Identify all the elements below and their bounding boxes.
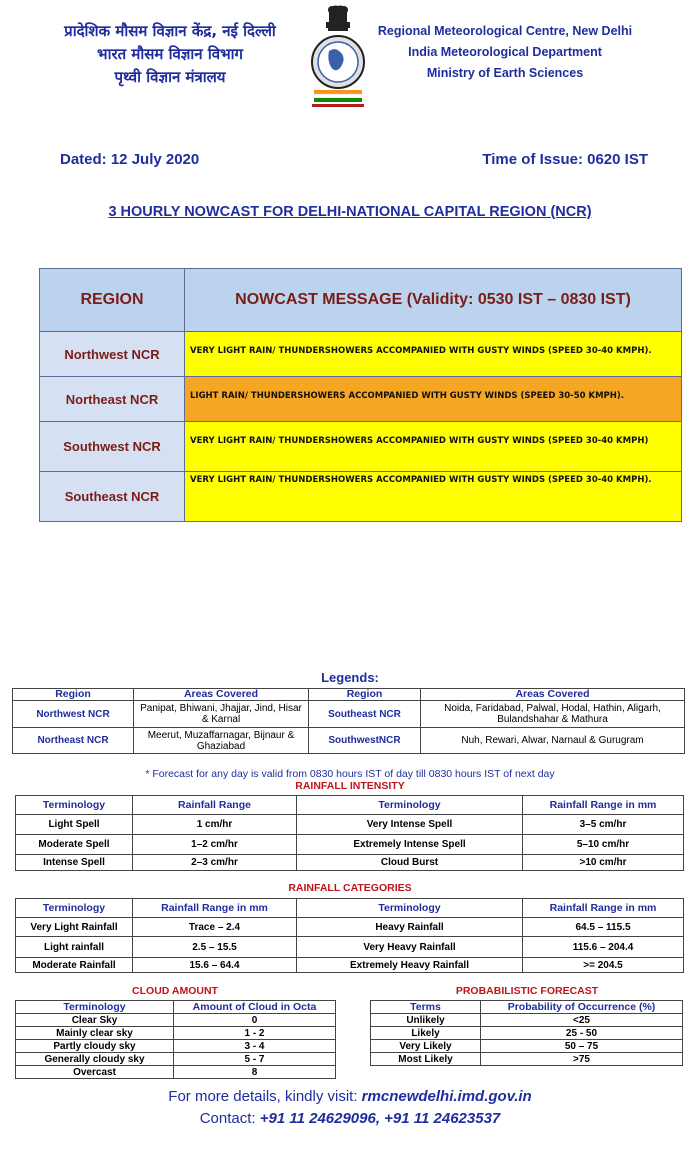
nowcast-message: VERY LIGHT RAIN/ THUNDERSHOWERS ACCOMPANIED WITH GUSTY WINDS (SPEED 30-40 KMPH). bbox=[185, 472, 682, 522]
table-cell: 3–5 cm/hr bbox=[523, 815, 684, 835]
contact-line bbox=[0, 1110, 700, 1127]
table-cell: 1 - 2 bbox=[174, 1027, 336, 1040]
nowcast-header-row bbox=[40, 269, 682, 332]
table-cell: Unlikely bbox=[371, 1014, 481, 1027]
table-header: Terminology bbox=[16, 796, 133, 815]
nowcast-table bbox=[39, 268, 682, 522]
table-cell: Light Spell bbox=[16, 815, 133, 835]
table-row bbox=[16, 958, 684, 973]
hindi-line-2: भारत मौसम विज्ञान विभाग bbox=[97, 45, 243, 63]
details-prefix: For more details, kindly visit: bbox=[168, 1088, 362, 1105]
probabilistic-forecast-title: PROBABILISTIC FORECAST bbox=[455, 985, 599, 997]
cloud-amount-title: CLOUD AMOUNT bbox=[132, 985, 218, 997]
message-column-header: NOWCAST MESSAGE (Validity: 0530 IST – 0830 IST) bbox=[185, 269, 682, 332]
table-cell: 5–10 cm/hr bbox=[523, 835, 684, 855]
table-cell: 1 cm/hr bbox=[133, 815, 297, 835]
table-cell: 2.5 – 15.5 bbox=[133, 937, 297, 958]
table-cell: Light rainfall bbox=[16, 937, 133, 958]
legend-areas: Noida, Faridabad, Palwal, Hodal, Hathin, Aligarh, Bulandshahar & Mathura bbox=[421, 701, 685, 728]
forecast-validity-note: * Forecast for any day is valid from 0830 hours IST of day till 0830 hours IST of next day bbox=[145, 768, 555, 780]
table-header: Rainfall Range in mm bbox=[523, 899, 684, 918]
legend-areas: Nuh, Rewari, Alwar, Narnaul & Gurugram bbox=[421, 728, 685, 754]
region-column-header: REGION bbox=[40, 269, 185, 332]
legend-header: Areas Covered bbox=[134, 689, 309, 701]
table-cell: >75 bbox=[481, 1053, 683, 1066]
table-header: Terms bbox=[371, 1001, 481, 1014]
legend-header: Region bbox=[309, 689, 421, 701]
table-cell: Cloud Burst bbox=[297, 855, 523, 871]
hindi-org-name bbox=[55, 20, 285, 89]
nowcast-message: VERY LIGHT RAIN/ THUNDERSHOWERS ACCOMPANIED WITH GUSTY WINDS (SPEED 30-40 KMPH) bbox=[185, 422, 682, 472]
table-cell: >= 204.5 bbox=[523, 958, 684, 973]
table-cell: Partly cloudy sky bbox=[16, 1040, 174, 1053]
nowcast-row-southwest bbox=[40, 422, 682, 472]
table-row bbox=[16, 855, 684, 871]
nowcast-region: Southeast NCR bbox=[40, 472, 185, 522]
contact-numbers: +91 11 24629096, +91 11 24623537 bbox=[259, 1110, 501, 1127]
rainfall-categories-table bbox=[15, 898, 684, 973]
table-cell: 115.6 – 204.4 bbox=[523, 937, 684, 958]
nowcast-row-southeast bbox=[40, 472, 682, 522]
table-cell: 15.6 – 64.4 bbox=[133, 958, 297, 973]
nowcast-region: Northwest NCR bbox=[40, 332, 185, 377]
table-header: Terminology bbox=[16, 1001, 174, 1014]
table-cell: >10 cm/hr bbox=[523, 855, 684, 871]
table-cell: Trace – 2.4 bbox=[133, 918, 297, 937]
table-header: Rainfall Range in mm bbox=[523, 796, 684, 815]
table-cell: Intense Spell bbox=[16, 855, 133, 871]
english-line-3: Ministry of Earth Sciences bbox=[426, 66, 584, 80]
table-header: Probability of Occurrence (%) bbox=[481, 1001, 683, 1014]
table-cell: Moderate Rainfall bbox=[16, 958, 133, 973]
legends-title: Legends: bbox=[321, 670, 379, 685]
table-header: Rainfall Range bbox=[133, 796, 297, 815]
details-line bbox=[0, 1088, 700, 1105]
table-row bbox=[16, 918, 684, 937]
legend-region: Northeast NCR bbox=[13, 728, 134, 754]
table-cell: Mainly clear sky bbox=[16, 1027, 174, 1040]
table-cell: Heavy Rainfall bbox=[297, 918, 523, 937]
table-header: Terminology bbox=[297, 899, 523, 918]
table-header: Rainfall Range in mm bbox=[133, 899, 297, 918]
table-cell: 3 - 4 bbox=[174, 1040, 336, 1053]
table-cell: Most Likely bbox=[371, 1053, 481, 1066]
table-cell: Moderate Spell bbox=[16, 835, 133, 855]
legend-areas: Meerut, Muzaffarnagar, Bijnaur & Ghaziabad bbox=[134, 728, 309, 754]
table-header: Terminology bbox=[16, 899, 133, 918]
table-cell: Overcast bbox=[16, 1066, 174, 1079]
nowcast-message: LIGHT RAIN/ THUNDERSHOWERS ACCOMPANIED WITH GUSTY WINDS (SPEED 30-50 KMPH). bbox=[185, 377, 682, 422]
table-cell: 5 - 7 bbox=[174, 1053, 336, 1066]
table-row bbox=[16, 815, 684, 835]
contact-prefix: Contact: bbox=[199, 1110, 260, 1127]
table-row bbox=[16, 937, 684, 958]
dated-label: Dated: 12 July 2020 bbox=[60, 151, 200, 168]
table-cell: Likely bbox=[371, 1027, 481, 1040]
table-cell: 25 - 50 bbox=[481, 1027, 683, 1040]
table-cell: Very Likely bbox=[371, 1040, 481, 1053]
rainfall-categories-title: RAINFALL CATEGORIES bbox=[288, 882, 412, 894]
english-org-name bbox=[360, 21, 650, 84]
probabilistic-forecast-table bbox=[370, 1000, 683, 1066]
table-cell: 2–3 cm/hr bbox=[133, 855, 297, 871]
hindi-line-1: प्रादेशिक मौसम विज्ञान केंद्र, नई दिल्ली bbox=[64, 22, 276, 40]
table-cell: 50 – 75 bbox=[481, 1040, 683, 1053]
table-row bbox=[16, 835, 684, 855]
english-line-2: India Meteorological Department bbox=[408, 45, 602, 59]
cloud-amount-table bbox=[15, 1000, 336, 1079]
legend-header: Areas Covered bbox=[421, 689, 685, 701]
legend-row bbox=[13, 701, 685, 728]
english-line-1: Regional Meteorological Centre, New Delhi bbox=[377, 24, 633, 38]
table-header: Terminology bbox=[297, 796, 523, 815]
table-cell: 64.5 – 115.5 bbox=[523, 918, 684, 937]
table-cell: Very Heavy Rainfall bbox=[297, 937, 523, 958]
website-link[interactable]: rmcnewdelhi.imd.gov.in bbox=[361, 1088, 532, 1105]
time-of-issue-label: Time of Issue: 0620 IST bbox=[482, 151, 648, 168]
table-cell: <25 bbox=[481, 1014, 683, 1027]
table-header: Amount of Cloud in Octa bbox=[174, 1001, 336, 1014]
table-cell: 0 bbox=[174, 1014, 336, 1027]
legend-areas: Panipat, Bhiwani, Jhajjar, Jind, Hisar & Karnal bbox=[134, 701, 309, 728]
table-cell: Very Light Rainfall bbox=[16, 918, 133, 937]
nowcast-row-northwest bbox=[40, 332, 682, 377]
table-cell: Clear Sky bbox=[16, 1014, 174, 1027]
legend-region: SouthwestNCR bbox=[309, 728, 421, 754]
table-cell: 8 bbox=[174, 1066, 336, 1079]
legend-header: Region bbox=[13, 689, 134, 701]
nowcast-region: Northeast NCR bbox=[40, 377, 185, 422]
hindi-line-3: पृथ्वी विज्ञान मंत्रालय bbox=[114, 68, 226, 86]
table-header-row bbox=[16, 796, 684, 815]
table-header-row bbox=[16, 899, 684, 918]
nowcast-row-northeast bbox=[40, 377, 682, 422]
rainfall-intensity-table bbox=[15, 795, 684, 871]
legend-header-row bbox=[13, 689, 685, 701]
legend-table bbox=[12, 688, 685, 754]
nowcast-message: VERY LIGHT RAIN/ THUNDERSHOWERS ACCOMPANIED WITH GUSTY WINDS (SPEED 30-40 KMPH). bbox=[185, 332, 682, 377]
table-cell: Extremely Heavy Rainfall bbox=[297, 958, 523, 973]
nowcast-region: Southwest NCR bbox=[40, 422, 185, 472]
legend-region: Northwest NCR bbox=[13, 701, 134, 728]
rainfall-intensity-title: RAINFALL INTENSITY bbox=[295, 780, 405, 792]
table-cell: Generally cloudy sky bbox=[16, 1053, 174, 1066]
legend-region: Southeast NCR bbox=[309, 701, 421, 728]
table-cell: 1–2 cm/hr bbox=[133, 835, 297, 855]
legend-row bbox=[13, 728, 685, 754]
table-cell: Very Intense Spell bbox=[297, 815, 523, 835]
page-title: 3 HOURLY NOWCAST FOR DELHI-NATIONAL CAPITAL REGION (NCR) bbox=[108, 204, 592, 220]
table-cell: Extremely Intense Spell bbox=[297, 835, 523, 855]
